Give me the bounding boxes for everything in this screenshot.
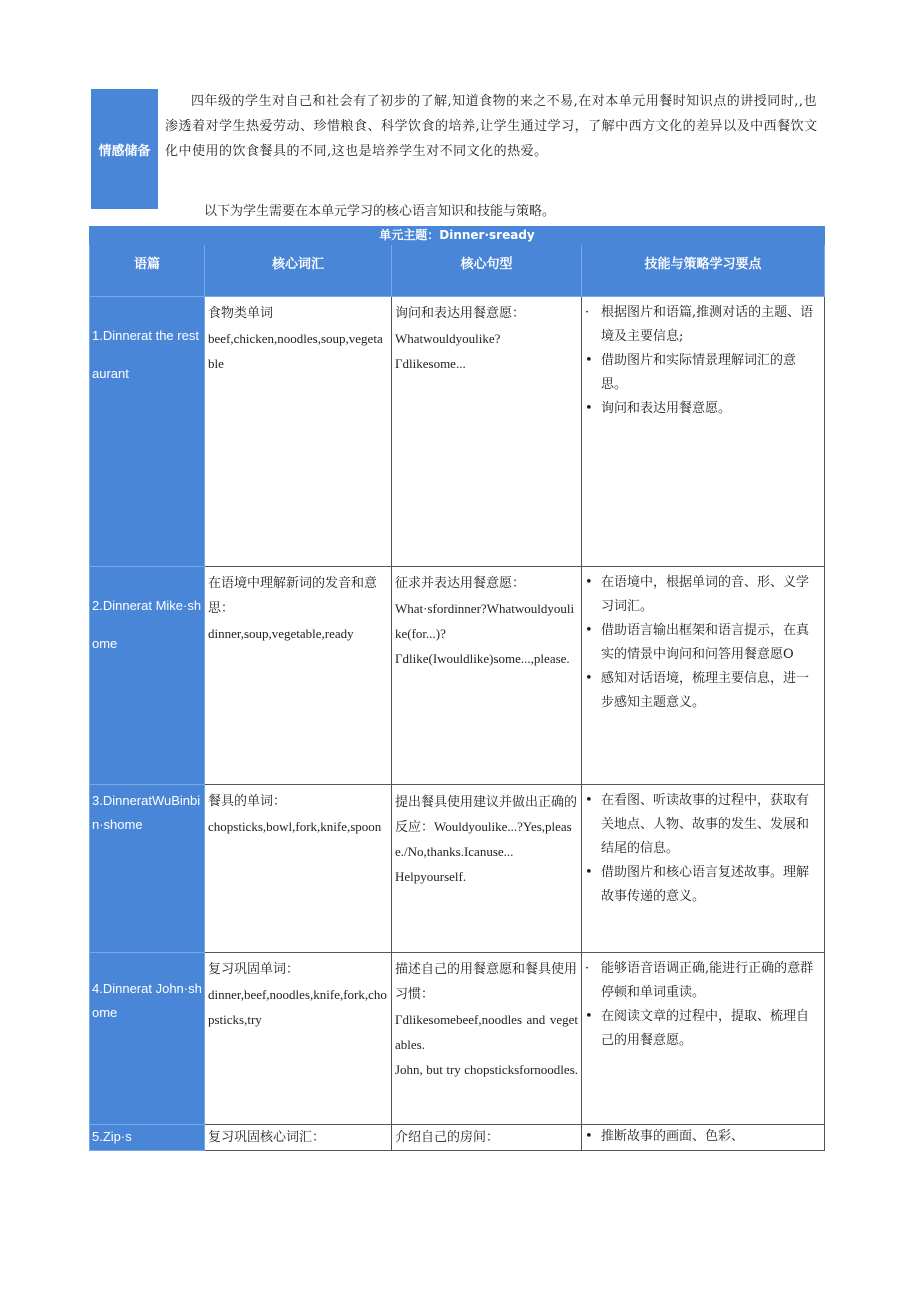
- skill-point: • 借助图片和核心语言复述故事。理解故事传递的意义。: [585, 861, 821, 909]
- bullet-icon: •: [585, 575, 593, 590]
- header-skills: 技能与策略学习要点: [582, 245, 825, 297]
- bullet-icon: •: [585, 353, 593, 368]
- sentence-line: Γdlike(Iwouldlike)some...,please.: [395, 651, 570, 666]
- sentence-line: Γdlikesome...: [395, 356, 466, 371]
- lesson-title: 1.Dinnerat the restaurant: [92, 328, 199, 381]
- skill-point: • 感知对话语境，梳理主要信息，进一步感知主题意义。: [585, 667, 821, 715]
- header-lesson: 语篇: [90, 245, 205, 297]
- sentence-cell: [392, 1125, 582, 1151]
- lead-sentence: 以下为学生需要在本单元学习的核心语言知识和技能与策略。: [204, 204, 556, 219]
- intro-paragraph: 四年级的学生对自己和社会有了初步的了解,知道食物的来之不易,在对本单元用餐时知识点的讲授同时,,也渗透着对学生热爱劳动、珍惜粮食、科学饮食的培养,让学生通过学习，了解中西方文化的差异以及中西餐饮文化中使用的饮食餐具的不同,这也是培养学生对不同文化的热爱。: [165, 94, 818, 159]
- unit-table: [89, 226, 825, 1151]
- lesson-cell: [90, 785, 205, 953]
- table-row: [90, 953, 825, 1125]
- sentence-line: Whatwouldyoulike?: [395, 331, 501, 346]
- vocab-words: dinner,soup,vegetable,ready: [208, 626, 354, 641]
- lesson-title: 2.Dinnerat Mike·shome: [92, 598, 202, 651]
- sentence-line: John, but try chopsticksfornoodles.: [395, 1062, 578, 1077]
- skills-cell: [582, 297, 825, 567]
- bullet-icon: ·: [585, 305, 590, 320]
- skill-point: • 在看图、听读故事的过程中，获取有关地点、人物、故事的发生、发展和结尾的信息。: [585, 789, 821, 861]
- vocab-words: dinner,beef,noodles,knife,fork,chopsticks,try: [208, 987, 387, 1027]
- skill-point: • 借助语言输出框架和语言提示，在真实的情景中询问和问答用餐意愿O: [585, 619, 821, 667]
- vocab-cell: [205, 567, 392, 785]
- vocab-heading: 食物类单词: [208, 306, 274, 321]
- skills-cell: [582, 567, 825, 785]
- lesson-cell: [90, 567, 205, 785]
- vocab-words: chopsticks,bowl,fork,knife,spoon: [208, 819, 382, 834]
- table-row: [90, 567, 825, 785]
- table-row: [90, 785, 825, 953]
- lesson-title: 5.Zip·s: [92, 1129, 132, 1144]
- sentence-line: What·sfordinner?Whatwouldyoulike(for...)?: [395, 601, 575, 641]
- sentence-cell: [392, 953, 582, 1125]
- skill-point: · 能够语音语调正确,能进行正确的意群停顿和单词重读。: [585, 957, 821, 1005]
- vocab-words: beef,chicken,noodles,soup,vegetable: [208, 331, 383, 371]
- intro-section: [91, 89, 823, 211]
- bullet-icon: •: [585, 401, 593, 416]
- sentence-heading: 描述自己的用餐意愿和餐具使用习惯：: [395, 962, 578, 1002]
- lesson-cell: [90, 953, 205, 1125]
- lesson-title: 4.Dinnerat John·shome: [92, 981, 202, 1020]
- sentence-line: Helpyourself.: [395, 869, 467, 884]
- sentence-line: Γdlikesomebeef,noodles and vegetables.: [395, 1012, 578, 1052]
- skill-point: • 推断故事的画面、色彩、: [585, 1125, 821, 1149]
- bullet-icon: •: [585, 1129, 593, 1144]
- bullet-icon: •: [585, 1009, 593, 1024]
- skill-point: • 在语境中，根据单词的音、形、义学习词汇。: [585, 571, 821, 619]
- vocab-cell: [205, 785, 392, 953]
- unit-theme-title: 单元主题：Dinner·sready: [90, 227, 825, 245]
- sentence-heading: 征求并表达用餐意愿：: [395, 576, 526, 591]
- bullet-icon: •: [585, 865, 593, 880]
- lesson-title: 3.DinneratWuBinbin·shome: [92, 793, 201, 832]
- sentence-cell: [392, 785, 582, 953]
- sentence-cell: [392, 297, 582, 567]
- skill-point: · 根据图片和语篇,推测对话的主题、语境及主要信息;: [585, 301, 821, 349]
- table-row: [90, 297, 825, 567]
- bullet-icon: •: [585, 623, 593, 638]
- table-header-row: [90, 245, 825, 297]
- bullet-icon: •: [585, 793, 593, 808]
- header-vocab: 核心词汇: [205, 245, 392, 297]
- vocab-cell: [205, 1125, 392, 1151]
- skill-point: • 在阅读文章的过程中，提取、梳理自己的用餐意愿。: [585, 1005, 821, 1053]
- table-title-row: [90, 227, 825, 245]
- vocab-heading: 复习巩固核心词汇：: [208, 1130, 326, 1145]
- sentence-line: 提出餐具使用建议并做出正确的反应：Wouldyoulike...?Yes,please./No,thanks.Icanuse...: [395, 794, 578, 859]
- vocab-heading: 餐具的单词：: [208, 794, 287, 809]
- lesson-cell: [90, 1125, 205, 1151]
- sentence-heading: 介绍自己的房间：: [395, 1130, 500, 1145]
- vocab-cell: [205, 297, 392, 567]
- skills-cell: [582, 785, 825, 953]
- header-sentence: 核心句型: [392, 245, 582, 297]
- vocab-heading: 复习巩固单词：: [208, 962, 300, 977]
- skills-cell: [582, 953, 825, 1125]
- skill-point: • 询问和表达用餐意愿。: [585, 397, 821, 421]
- table-row: [90, 1125, 825, 1151]
- vocab-cell: [205, 953, 392, 1125]
- section-label-emotion: 情感储备: [91, 89, 158, 209]
- sentence-cell: [392, 567, 582, 785]
- bullet-icon: •: [585, 671, 593, 686]
- sentence-heading: 询问和表达用餐意愿：: [395, 306, 526, 321]
- skill-point: • 借助图片和实际情景理解词汇的意思。: [585, 349, 821, 397]
- vocab-heading: 在语境中理解新词的发音和意思：: [208, 576, 378, 616]
- lesson-cell: [90, 297, 205, 567]
- skills-cell: [582, 1125, 825, 1151]
- bullet-icon: ·: [585, 961, 590, 976]
